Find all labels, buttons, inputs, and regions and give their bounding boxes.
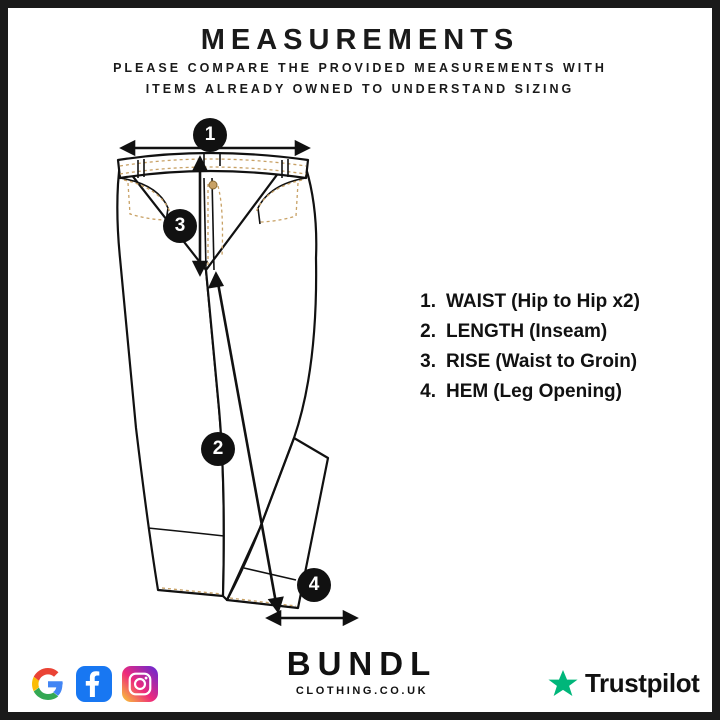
brand-domain: CLOTHING.CO.UK — [295, 685, 429, 697]
legend-item-waist — [406, 291, 706, 313]
page-title: MEASUREMENTS — [200, 24, 520, 56]
legend-number: 3. — [420, 351, 436, 372]
trustpilot-label: Trustpilot — [585, 668, 700, 698]
legend-label: RISE — [446, 351, 491, 372]
legend-item-hem — [406, 381, 706, 403]
legend-item-rise — [406, 351, 706, 373]
facebook-icon[interactable] — [76, 666, 112, 702]
instagram-icon[interactable] — [122, 666, 158, 702]
badge-hem: 4 — [297, 568, 331, 602]
legend-detail: (Waist to Groin) — [495, 351, 638, 372]
subtitle-line-1: PLEASE COMPARE THE PROVIDED MEASUREMENTS WITH — [113, 61, 607, 75]
badge-length: 2 — [201, 432, 235, 466]
legend-label: WAIST — [446, 291, 507, 312]
legend-number: 4. — [420, 381, 436, 402]
legend-detail: (Inseam) — [529, 321, 608, 342]
content-area — [8, 8, 712, 712]
legend-label: HEM — [446, 381, 489, 402]
badge-waist: 1 — [193, 118, 227, 152]
trustpilot-star-icon — [548, 669, 578, 699]
hem-arrow — [268, 612, 356, 624]
trustpilot-badge[interactable] — [548, 668, 699, 699]
social-links — [30, 666, 158, 702]
legend-label: LENGTH — [446, 321, 525, 342]
legend-detail: (Leg Opening) — [493, 381, 622, 402]
legend-item-length — [406, 321, 706, 343]
google-icon[interactable] — [30, 666, 66, 702]
legend-number: 1. — [420, 291, 436, 312]
measurement-legend — [406, 291, 706, 411]
legend-number: 2. — [420, 321, 436, 342]
brand-logo — [257, 647, 467, 697]
badge-rise: 3 — [163, 209, 197, 243]
legend-detail: (Hip to Hip x2) — [511, 291, 640, 312]
brand-name: BUNDL — [286, 645, 438, 682]
subtitle-line-2: ITEMS ALREADY OWNED TO UNDERSTAND SIZING — [145, 82, 575, 96]
